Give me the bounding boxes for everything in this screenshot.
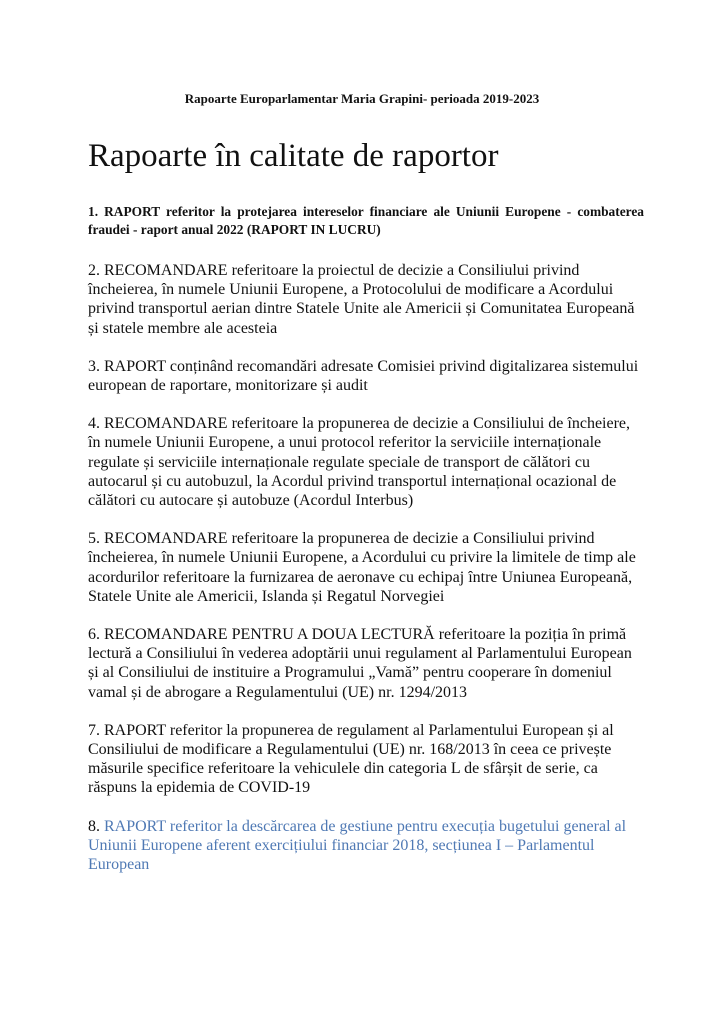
report-item-4 [88, 414, 644, 510]
report-item-6 [88, 625, 644, 702]
document-header-title: Rapoarte Europarlamentar Maria Grapini- perioada 2019-2023 [184, 91, 540, 106]
report-item-2 [88, 261, 644, 338]
report-text: RECOMANDARE PENTRU A DOUA LECTURĂ referitoare la poziția în primă lectură a Consiliului în vederea adoptării unui regulament al Parlamentului European și al Consiliului de instituire a Programului „Vamă” pentru cooperare în domeniul vamal și de abrogare a Regulamentului (UE) nr. 1294/2013 [88, 626, 632, 701]
report-item-7 [88, 721, 644, 798]
report-text: RECOMANDARE referitoare la proiectul de decizie a Consiliului privind încheierea, în numele Uniunii Europene, a Protocolului de modificare a Acordului privind transportul aerian dintre Statele Unite ale Americii și Comunitatea Europeană și statele membre ale acesteia [88, 262, 635, 337]
report-text: RAPORT conținând recomandări adresate Comisiei privind digitalizarea sistemului european de raportare, monitorizare și audit [88, 357, 639, 395]
report-link[interactable]: RAPORT referitor la descărcarea de gestiune pentru execuția bugetului general al Uniunii Europene aferent exercițiului financiar 2018, secțiunea I – Parlamentul European [88, 817, 627, 874]
report-text: RAPORT referitor la propunerea de regulament al Parlamentului European și al Consiliului de modificare a Regulamentului (UE) nr. 168/2013 în ceea ce privește măsurile specifice referitoare la vehiculele din categoria L de sfârșit de serie, ca răspuns la epidemia de COVID-19 [88, 721, 614, 797]
report-number: 6. [88, 626, 100, 644]
report-text: RAPORT referitor la protejarea intereselor financiare ale Uniunii Europene - combaterea fraudei - raport anual 2022 (RAPORT IN LUCRU) [88, 204, 644, 237]
report-number: 8. [88, 817, 100, 835]
report-number: 2. [88, 262, 100, 279]
report-number: 4. [88, 415, 100, 433]
report-text: RECOMANDARE referitoare la propunerea de decizie a Consiliului privind încheierea, în numele Uniunii Europene, a Acordului cu privire la limitele de timp ale acordurilor referitoare la furnizarea de aeronave cu echipaj între Uniunea Europeană, Statele Unite ale Americii, Islanda și Regatul Norvegiei [88, 530, 636, 605]
report-item-5 [88, 529, 644, 606]
report-item-3 [88, 357, 644, 395]
report-number: 7. [88, 721, 100, 739]
report-number: 1. [88, 204, 99, 219]
report-number: 3. [88, 357, 100, 375]
report-text: RECOMANDARE referitoare la propunerea de decizie a Consiliului de încheiere, în numele Uniunii Europene, a unui protocol referitor la serviciile internaționale regulate și serviciile internaționale regulate speciale de transport de călători cu autocarul și cu autobuzul, la Acordul privind transportul internațional ocazional de călători cu autocare și autobuze (Acordul Interbus) [88, 415, 631, 510]
report-item-8[interactable] [88, 817, 644, 875]
report-number: 5. [88, 530, 100, 548]
report-item-1 [88, 203, 644, 239]
report-list [88, 203, 644, 893]
page-title: Rapoarte în calitate de raportor [88, 138, 499, 174]
